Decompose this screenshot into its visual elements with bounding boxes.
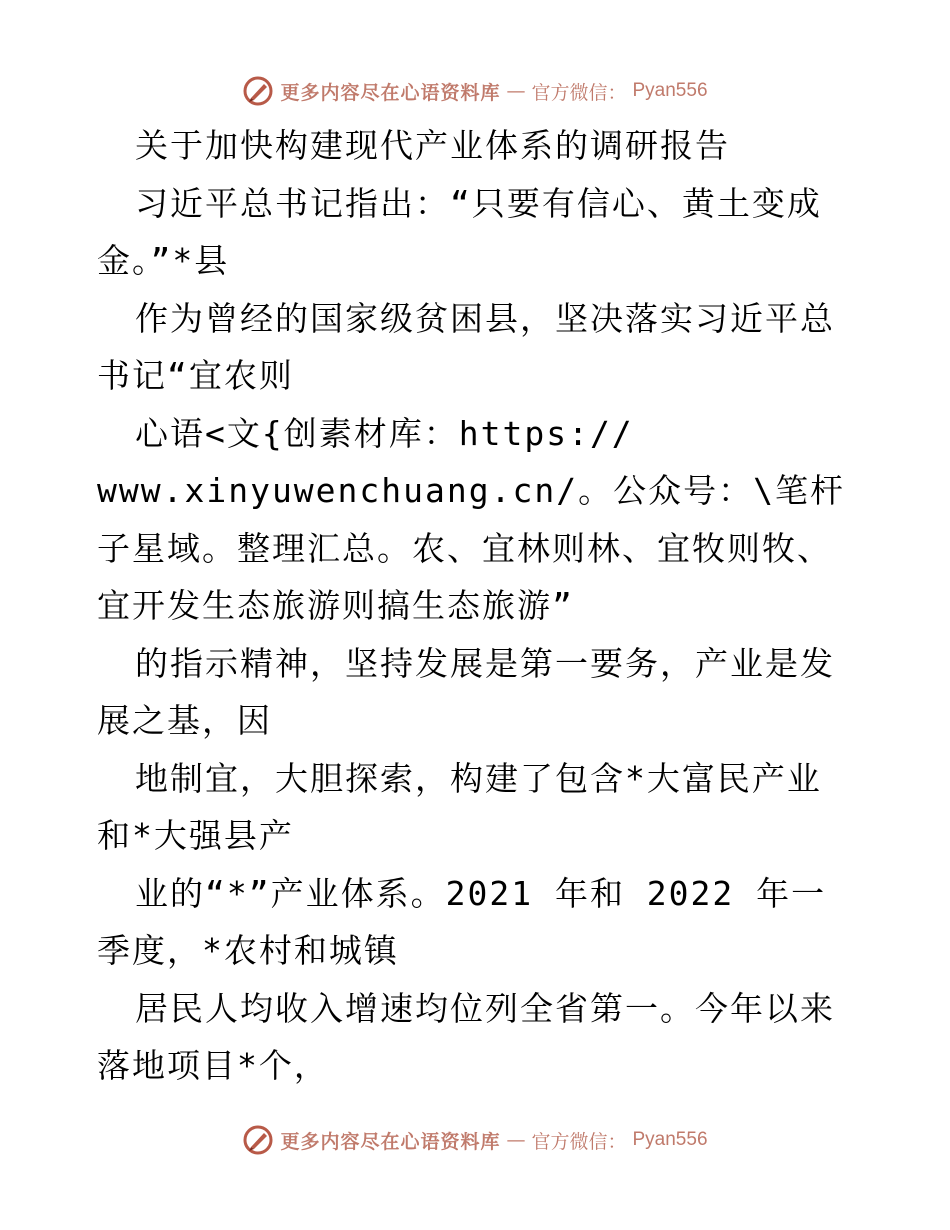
paragraph: www.xinyuwenchuang.cn/。公众号：\笔杆子星域。整理汇总。农、宜林则林、宜牧则牧、宜开发生态旅游则搞生态旅游” bbox=[97, 471, 845, 625]
watermark-official-label: 官方微信： bbox=[531, 81, 627, 104]
paragraph: 的指示精神，坚持发展是第一要务，产业是发展之基，因 bbox=[97, 643, 835, 740]
document-title: 关于加快构建现代产业体系的调研报告 bbox=[135, 126, 730, 165]
watermark-dash: — bbox=[506, 80, 526, 102]
paragraph: 作为曾经的国家级贫困县，坚决落实习近平总书记“宜农则 bbox=[97, 298, 835, 395]
watermark-brand: 更多内容尽在心语资料库 bbox=[280, 1130, 501, 1153]
paragraph: 心语<文{创素材库：https:// bbox=[135, 413, 634, 453]
paragraph: 业的“*”产业体系。2021 年和 2022 年一季度，*农村和城镇 bbox=[97, 873, 827, 970]
watermark-brand: 更多内容尽在心语资料库 bbox=[280, 81, 501, 104]
footer-watermark bbox=[0, 1120, 950, 1160]
paragraph: 习近平总书记指出：“只要有信心、黄土变成金。”*县 bbox=[97, 183, 822, 280]
watermark-dash: — bbox=[506, 1129, 526, 1151]
document-body bbox=[97, 117, 852, 1095]
watermark-wechat-id: Pyan556 bbox=[632, 1129, 708, 1150]
header-watermark bbox=[0, 71, 950, 111]
paragraph: 居民人均收入增速均位列全省第一。今年以来落地项目*个， bbox=[97, 988, 835, 1085]
watermark-wechat-id: Pyan556 bbox=[632, 80, 708, 101]
pen-logo-icon bbox=[242, 75, 274, 107]
watermark-official-label: 官方微信： bbox=[531, 1130, 627, 1153]
paragraph: 地制宜，大胆探索，构建了包含*大富民产业和*大强县产 bbox=[97, 758, 822, 855]
pen-logo-icon bbox=[242, 1124, 274, 1156]
